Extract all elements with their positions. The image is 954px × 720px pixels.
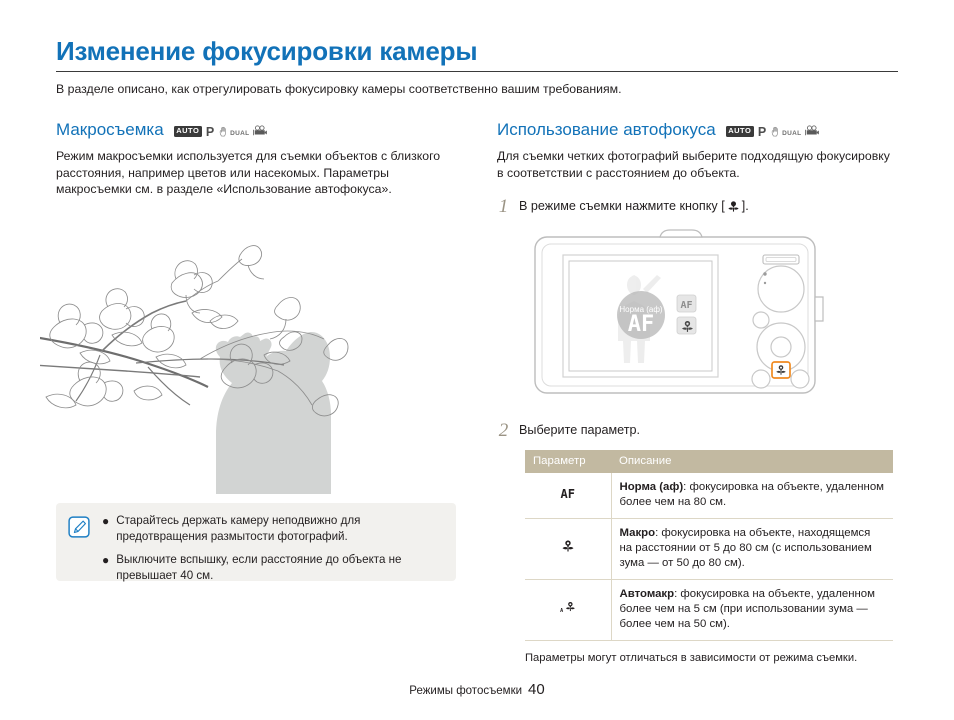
page-footer [0, 681, 954, 698]
step-number: 2 [498, 420, 509, 441]
auto-mode-icon: AUTO [726, 126, 754, 137]
bullet-icon: ● [102, 514, 110, 528]
step-text: Выберите параметр. [519, 423, 641, 437]
option-name: Макро [619, 527, 656, 539]
page-intro: В разделе описано, как отрегулировать фокусировку камеры соответственно вашим требованиям. [56, 82, 622, 96]
section-title-autofocus: Использование автофокуса [497, 120, 716, 139]
mode-icon-group-right [726, 125, 820, 139]
left-column [56, 120, 466, 198]
option-desc: : фокусировка на объекте, находящемся на расстоянии от 5 до 80 см (с использованием зума — от 50 до 80 см). [619, 527, 872, 569]
autofocus-section-header [497, 120, 897, 140]
svg-text:AF: AF [680, 300, 693, 311]
flower-cluster-2 [100, 289, 145, 330]
svg-text:A: A [559, 608, 563, 614]
note-item [102, 552, 444, 583]
page-number: 40 [528, 681, 545, 698]
option-name: Автомакр [619, 588, 675, 600]
photographer-silhouette [216, 332, 331, 494]
movie-mode-icon [253, 125, 267, 139]
option-name: Норма (аф) [619, 481, 684, 493]
page-header [56, 36, 898, 97]
step-text-after: ]. [741, 199, 749, 213]
right-column [497, 120, 897, 666]
step-number: 1 [498, 196, 509, 217]
movie-mode-icon [805, 125, 819, 139]
note-list [102, 513, 444, 591]
note-pen-icon [68, 516, 90, 538]
macro-flower-glyph [561, 539, 575, 553]
macro-flower-icon [525, 519, 611, 580]
option-desc: : фокусировка на объекте, удаленном более чем на 80 см. [619, 481, 884, 508]
mode-icon-group-left [174, 125, 268, 139]
table-row [525, 473, 893, 519]
program-mode-icon: P [757, 124, 767, 139]
page-title: Изменение фокусировки камеры [56, 36, 478, 66]
auto-mode-icon: AUTO [174, 126, 202, 137]
macro-section-body: Режим макросъемки используется для съемки объектов с близкого расстояния, например цветов или насекомых. Параметры макросъемки см. в разделе «Использование автофокуса». [56, 149, 441, 196]
table-row [525, 580, 893, 641]
macro-flower-icon [727, 200, 740, 213]
autofocus-section-body: Для съемки четких фотографий выберите подходящую фокусировку в соответствии с расстоянием до объекта. [497, 149, 890, 180]
step-1 [497, 197, 897, 217]
step-text [519, 197, 749, 216]
note-item-text: Выключите вспышку, если расстояние до объекта не превышает 40 см. [116, 553, 402, 582]
dual-label: DUAL [782, 129, 802, 137]
dual-label: DUAL [230, 129, 250, 137]
auto-macro-glyph [559, 600, 577, 614]
movie-camera-icon [805, 125, 819, 136]
footer-label: Режимы фотосъемки [409, 685, 523, 697]
column-header-parameter: Параметр [525, 450, 611, 473]
option-desc: : фокусировка на объекте, удаленном более чем на 5 см (при использовании зума — более чем на 50 см). [619, 588, 875, 630]
step-text-before: В режиме съемки нажмите кнопку [ [519, 199, 725, 213]
table-footnote: Параметры могут отличаться в зависимости от режима съемки. [525, 652, 858, 664]
row-description [611, 580, 893, 641]
table-row [525, 519, 893, 580]
magnolia-branch-photographer-illustration [40, 215, 470, 495]
dual-is-mode-icon [218, 126, 249, 138]
movie-camera-icon [253, 125, 267, 136]
step-2 [497, 421, 897, 441]
title-divider [56, 71, 898, 72]
note-item [102, 513, 444, 544]
section-title-macro: Макросъемка [56, 120, 164, 139]
macro-button-highlight [772, 362, 790, 378]
osd-af-glyph: AF [627, 312, 655, 337]
row-description [611, 473, 893, 519]
bud-1 [239, 246, 264, 279]
bud-2 [270, 298, 300, 340]
row-description [611, 519, 893, 580]
column-header-description: Описание [611, 450, 893, 473]
dual-is-mode-icon [770, 126, 801, 138]
note-item-text: Старайтесь держать камеру неподвижно для предотвращения размытости фотографий. [116, 514, 361, 543]
bullet-icon: ● [102, 553, 110, 567]
focus-options-table [525, 450, 893, 641]
flower-cluster-6 [143, 314, 175, 352]
camera-back-illustration [525, 227, 825, 405]
program-mode-icon: P [205, 124, 215, 139]
magnolia-branch-drawing [40, 246, 348, 416]
lcd-osd-af [617, 291, 665, 339]
table-header-row [525, 450, 893, 473]
macro-illustration [40, 215, 470, 495]
auto-macro-icon [525, 580, 611, 641]
osd-label: Норма (аф) [619, 305, 663, 314]
macro-section-header [56, 120, 466, 140]
note-box [56, 503, 456, 581]
hand-icon [770, 126, 782, 138]
af-icon: AF [525, 473, 611, 519]
hand-icon [218, 126, 230, 138]
